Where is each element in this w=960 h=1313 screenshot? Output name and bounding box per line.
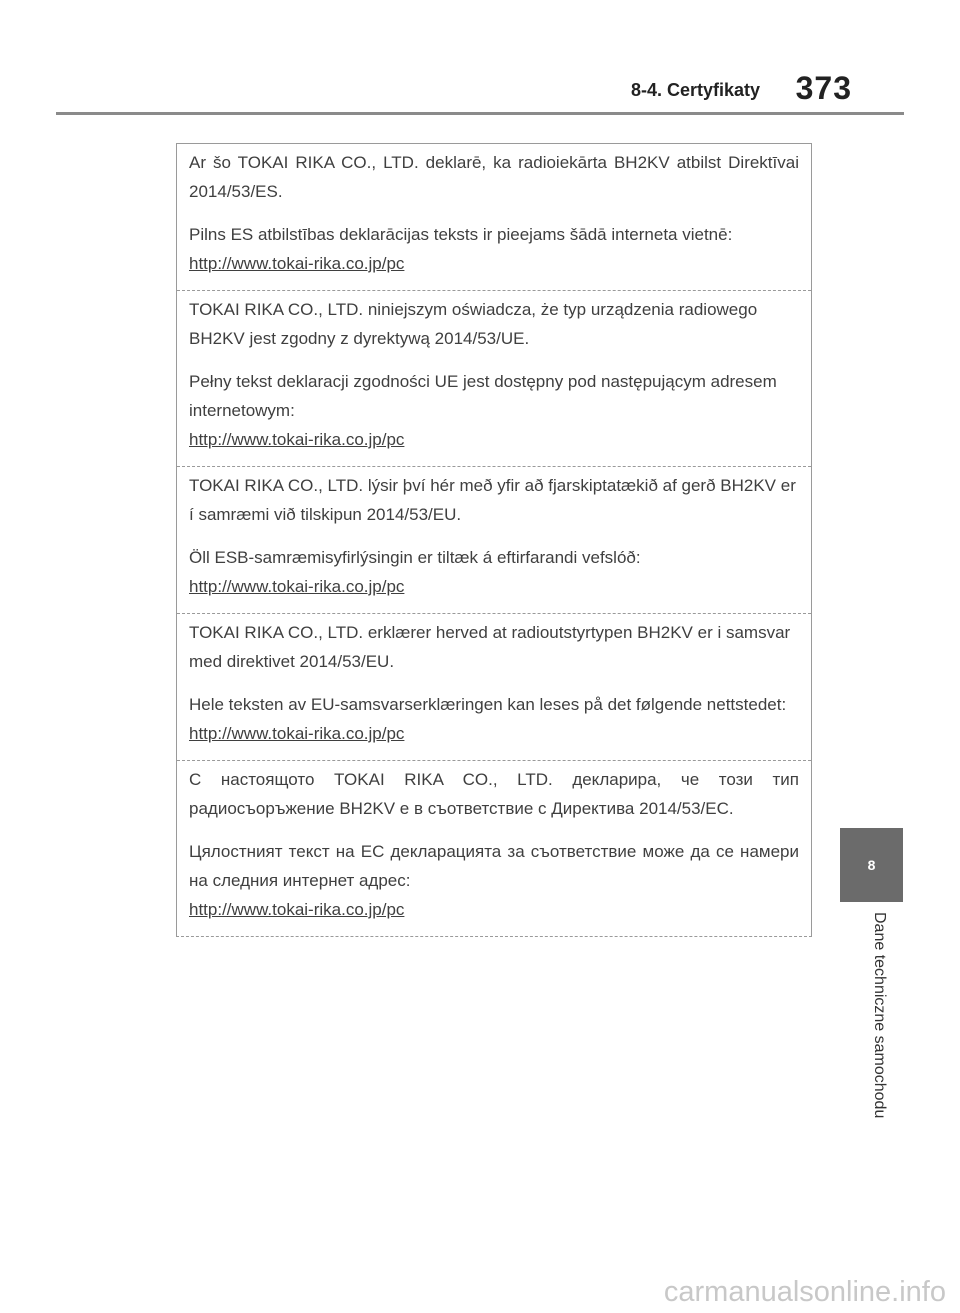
declaration-url-link[interactable]: http://www.tokai-rika.co.jp/pc <box>189 430 405 449</box>
declaration-bulgarian <box>177 761 811 936</box>
page-header <box>0 0 960 120</box>
declaration-full-text: Öll ESB-samræmisyfirlýsingin er tiltæk á eftirfarandi vefslóð: <box>189 548 641 567</box>
chapter-number: 8 <box>867 857 876 873</box>
chapter-tab[interactable] <box>840 828 903 902</box>
declaration-url-link[interactable]: http://www.tokai-rika.co.jp/pc <box>189 577 405 596</box>
declaration-full-text: Pełny tekst deklaracji zgodności UE jest dostępny pod następującym adresem internetowym: <box>189 372 777 420</box>
section-title: 8-4. Certyfikaty <box>630 80 760 100</box>
declaration-statement: TOKAI RIKA CO., LTD. lýsir því hér með yfir að fjarskiptatækið af gerð BH2KV er í samræmi við tilskipun 2014/53/EU. <box>189 476 796 524</box>
declaration-full-text: Hele teksten av EU-samsvarserklæringen kan leses på det følgende nettstedet: <box>189 695 787 714</box>
declaration-statement: С настоящото TOKAI RIKA CO., LTD. декларира, че този тип радиосъоръжение BH2KV е в съответствие с Директива 2014/53/ЕС. <box>189 770 799 818</box>
declaration-icelandic <box>177 467 811 614</box>
header-rule <box>56 112 904 115</box>
declaration-statement: TOKAI RIKA CO., LTD. niniejszym oświadcza, że typ urządzenia radiowego BH2KV jest zgodny z dyrektywą 2014/53/UE. <box>189 300 758 348</box>
watermark: carmanualsonline.info <box>663 1276 946 1308</box>
declaration-url-link[interactable]: http://www.tokai-rika.co.jp/pc <box>189 900 405 919</box>
declaration-polish <box>177 291 811 467</box>
declaration-statement: TOKAI RIKA CO., LTD. erklærer herved at radioutstyrtypen BH2KV er i samsvar med direktivet 2014/53/EU. <box>189 623 791 671</box>
declaration-url-link[interactable]: http://www.tokai-rika.co.jp/pc <box>189 724 405 743</box>
declaration-latvian <box>177 144 811 291</box>
page-number: 373 <box>795 70 852 106</box>
declaration-statement: Ar šo TOKAI RIKA CO., LTD. deklarē, ka radioiekārta BH2KV atbilst Direktīvai 2014/53/ES. <box>189 153 799 201</box>
declarations-box <box>176 143 812 937</box>
chapter-label: Dane techniczne samochodu <box>871 912 888 1119</box>
declaration-full-text: Цялостният текст на ЕС декларацията за съответствие може да се намери на следния интернет адрес: <box>189 842 799 890</box>
declaration-norwegian <box>177 614 811 761</box>
declaration-url-link[interactable]: http://www.tokai-rika.co.jp/pc <box>189 254 405 273</box>
declaration-full-text: Pilns ES atbilstības deklarācijas teksts ir pieejams šādā interneta vietnē: <box>189 225 733 244</box>
